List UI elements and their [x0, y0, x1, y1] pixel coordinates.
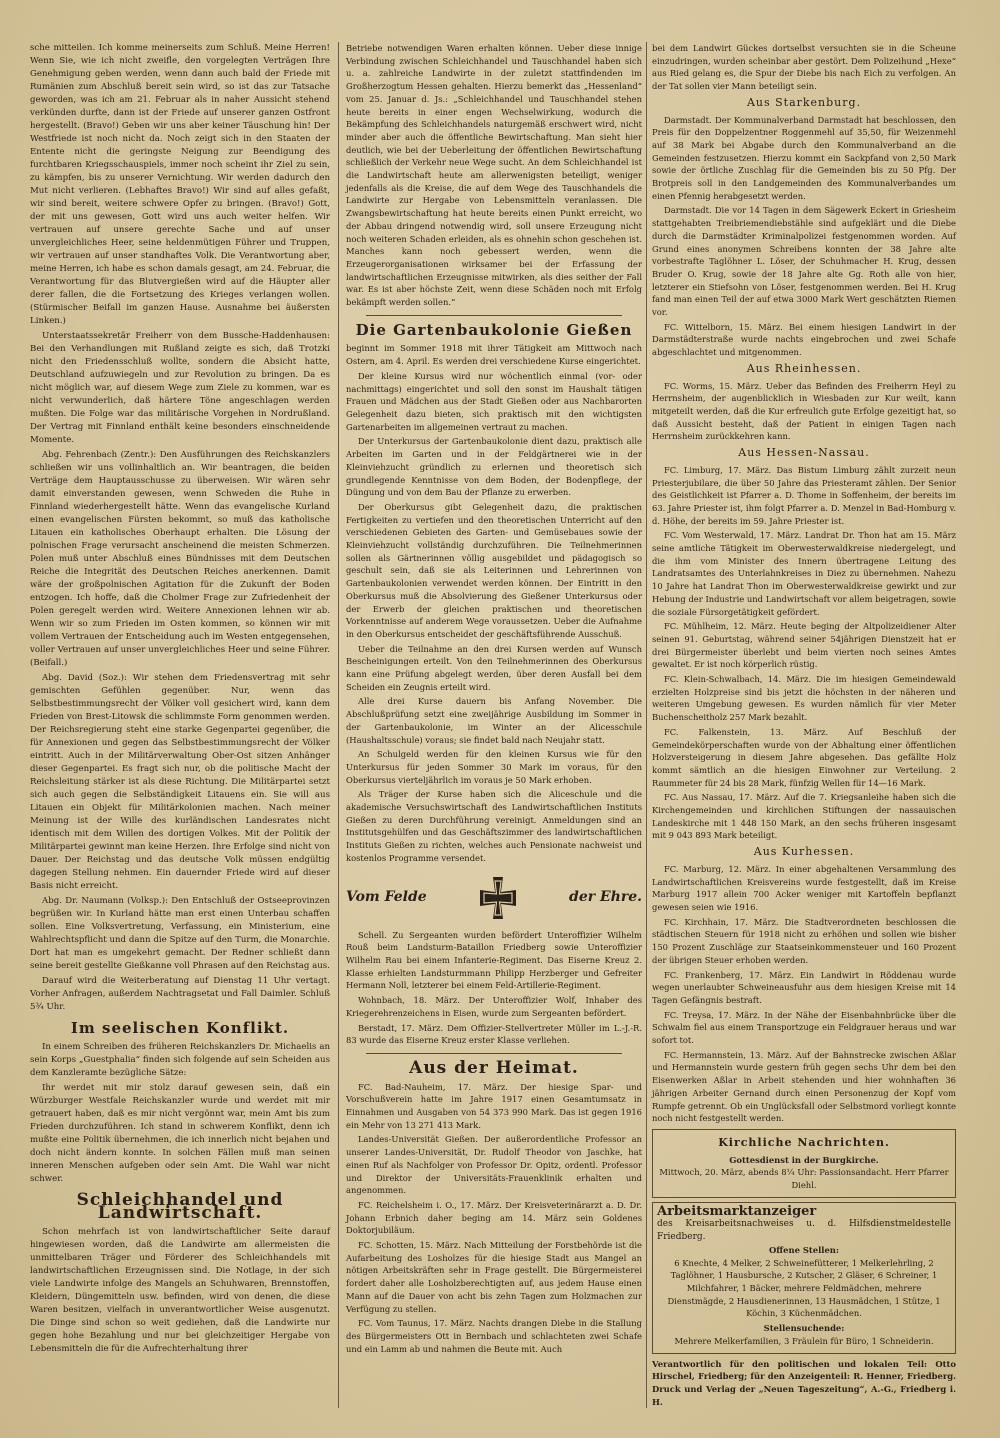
article-heading: Aus der Heimat.	[409, 1057, 579, 1078]
paragraph: beginnt im Sommer 1918 mit ihrer Tätigkeit am Mittwoch nach Ostern, am 4. April. Es werden drei verschiedene Kurse eingerichtet.	[346, 343, 642, 367]
paragraph: FC. Schotten, 15. März. Nach Mitteilung der Forstbehörde ist die Aufarbeitung des Losholzes für die hiesige Stadt aus Mangel an nötigen Arbeitskräften sehr in Frage gestellt. Die Bürgermeisterei fordert daher alle Losholzberechtigten auf, aus jedem Hause einen Mann auf die Dauer von acht bis zehn Tagen zum Holzmachen zur Verfügung zu stellen.	[346, 1240, 642, 1314]
paragraph: FC. Mühlheim, 12. März. Heute beging der Altpolizeidiener Alter seinen 91. Geburtstag, während seiner 54jährigen Dienstzeit hat er drei Bürgermeister überlebt und beim vierten noch seines Amtes gewaltet. Er ist noch körperlich rüstig.	[652, 621, 956, 670]
paragraph: Berstadt, 17. März. Dem Offizier-Stellvertreter Müller im L.-J.-R. 83 wurde das Eiserne Kreuz erster Klasse verliehen.	[346, 1022, 642, 1046]
job-market-ad	[652, 1202, 956, 1354]
paragraph: An Schulgeld werden für den kleinen Kursus wie für den Unterkursus für jeden Sommer 30 Mark im voraus, für den Oberkursus vierteljährlich im voraus je 50 Mark erhoben.	[346, 749, 642, 785]
region-heading: Aus Kurhessen.	[753, 845, 855, 859]
quoted-paragraph: Ihr werdet mit mir stolz darauf gewesen sein, daß ein Würzburger Westfale Reichskanzler wurde und werdet mit mir getrauert haben, daß es mir nicht vergönnt war, mein Amt bis zum Frieden durchzuführen. Ich stand in schwerem Konflikt, denn ich mußte eine Politik übernehmen, die ich innerlich nicht bejahen und doch nicht ändern konnte. In solchen Fällen muß man seinen inneren Menschen aufgeben oder sein Amt. Die Wahl war nicht schwer.	[30, 1083, 330, 1184]
divider	[366, 315, 622, 316]
paragraph: Betriebe notwendigen Waren erhalten können. Ueber diese innige Verbindung zwischen Schleichhandel und Tauschhandel haben sich u. a. zahlreiche Landwirte in der zuletzt stattfindenden im Großherzogtum Hessen gehalten. Hierzu bemerkt das „Hessenland“ vom 25. Januar d. Js.: „Schleichhandel und Tauschhandel stehen heute bereits in einer engen Wechselwirkung, wodurch die Bekämpfung des Schleichhandels naturgemäß erschwert wird, nicht minder aber auch die öffentliche Bewirtschaftung. Man sieht hier deutlich, wie bei der Ueberleitung der öffentlichen Bewirtschaftung schließlich der Verkehr neue Wege sucht. An dem Schleichhandel ist die Landwirtschaft heute am allerwenigsten beteiligt, weniger jedenfalls als die Kreise, die auf dem Wege des Tauschhandels die Landwirte zur Hergabe von Lebensmitteln veranlassen. Die Zwangsbewirtschaftung hat heute bereits einen Punkt erreicht, wo der Abbau dringend notwendig wird, soll unsere Erzeugung nicht noch weiteren Schaden erleiden, als es ohnehin schon geschehen ist. Manches kann noch gebessert werden, wenn die Erzeugerorganisationen wirksamer bei der Erfassung der landwirtschaftlichen Erzeugnisse mitwirken, als dies seither der Fall war. Es ist aber höchste Zeit, wenn diese Schäden noch mit Erfolg bekämpft werden sollen.“	[346, 43, 642, 308]
church-text: Mittwoch, 20. März, abends 8¼ Uhr: Passionsandacht. Herr Pfarrer Diehl.	[659, 1167, 949, 1191]
paragraph: FC. Falkenstein, 13. März. Auf Beschluß der Gemeindekörperschaften wurde von der Abhaltung einer öffentlichen Holzversteigerung in diesem Jahre abgesehen. Das gefällte Holz kommt sämtlich an die hiesigen Einwohner zur Verteilung. 2 Raummeter für 24 bis 28 Mark, fünfzig Wellen für 14—16 Mark.	[652, 726, 956, 788]
paragraph: Der Unterkursus der Gartenbaukolonie dient dazu, praktisch alle Arbeiten im Garten und in der Feldgärtnerei wie in der Kleinviehzucht gründlich zu erlernen und theoretisch sich grundlegende Kenntnisse von dem Boden, der Bodenpflege, der Düngung und von dem Bau der Pflanze zu erwerben.	[346, 436, 642, 498]
paragraph: Der kleine Kursus wird nur wöchentlich einmal (vor- oder nachmittags) eingerichtet und soll den sonst im Haushalt tätigen Frauen und Mädchen aus der Stadt Gießen oder aus Nachbarorten Gelegenheit dazu bieten, sich praktisch mit den wichtigsten Gartenarbeiten im allgemeinen vertraut zu machen.	[346, 370, 642, 432]
paragraph: FC. Klein-Schwalbach, 14. März. Die im hiesigen Gemeindewald erzielten Holzpreise sind bis jetzt die höchsten in der näheren und weiteren Umgebung gewesen. Es wurden nämlich für vier Meter Buchenscheitholz 257 Mark bezahlt.	[652, 674, 956, 723]
paragraph: FC. Wittelborn, 15. März. Bei einem hiesigen Landwirt in der Darmstädterstraße wurde nachts eingebrochen und zwei Schafe abgeschlachtet und mitgenommen.	[652, 321, 956, 358]
paragraph: Alle drei Kurse dauern bis Anfang November. Die Abschlußprüfung setzt eine zweijährige Ausbildung im Sommer in der Gartenbaukolonie, im Winter an der Alicesschule (Haushaltsschule) voraus; sie findet bald nach Neujahr statt.	[346, 696, 642, 745]
section-header-right: der Ehre.	[569, 889, 642, 906]
paragraph: Darmstadt. Die vor 14 Tagen in dem Sägewerk Eckert in Griesheim stattgehabten Treibriemendiebstähle sind aufgeklärt und die Diebe durch die Darmstädter Kriminalpolizei festgenommen worden. Auf Grund eines anonymen Schreibens konnten der 38 Jahre alte vorbestrafte Taglöhner L. Löser, der Schuhmacher H. Krug, dessen Bruder O. Krug, sowie der 18 Jahre alte Gg. Roth alle von hier, letzterer ein Stiefsohn von Löser, festgenommen werden. Bei H. Krug fand man einen Teil der auf etwa 3000 Mark Wert geschätzten Riemen vor.	[652, 205, 956, 318]
paragraph: Als Träger der Kurse haben sich die Aliceschule und die akademische Versuchswirtschaft des Landwirtschaftlichen Instituts Gießen zu deren Durchführung vereinigt. Anmeldungen sind an Institutsgehülfen und das Geschäftszimmer des landwirtschaftlichen Instituts Gießen zu richten, welches auch Pensionate nachweist und kostenlos Programme versendet.	[346, 789, 642, 863]
paragraph: FC. Hermannstein, 13. März. Auf der Bahnstrecke zwischen Aßlar und Hermannstein wurde gestern früh gegen sechs Uhr dem bei den Eisenwerken Aßlar in Arbeit stehenden und hier wohnhaften 36 jährigen Arbeiter Gernand durch einen Personenzug der Kopf vom Rumpfe getrennt. Ob ein Unglücksfall oder Selbstmord vorliegt konnte noch nicht festgestellt werden.	[652, 1049, 956, 1124]
region-heading: Aus Hessen-Nassau.	[738, 446, 870, 460]
paragraph: Abg. David (Soz.): Wir stehen dem Friedensvertrag mit sehr gemischten Gefühlen gegenüber. Nur, wenn das Selbstbestimmungsrecht der Völker voll gesichert wird, kann dem Frieden von Brest-Litowsk die schlimmste Form genommen werden. Der Reichsregierung steht eine starke Gegenpartei gegenüber, die für Annexionen und gegen das Selbstbestimmungsrecht der Völker eintritt. Auch in der Militärverwaltung Ober-Ost sitzen Anhänger dieser Gegenpartei. Es fragt sich nur, ob die politische Macht der Reichsleitung stärker ist als diese Richtung. Die Militärpartei setzt sich auch gegen die Selbständigkeit Litauens ein. Sie will aus Litauen ein Objekt für Militärkolonien machen. Nach meiner Meinung ist der Wille des kurländischen Landesrates nicht identisch mit dem Willen des dortigen Volkes. Mit der Politik der Militärpartei gewinnt man keine Herzen. Ihre Erfolge sind nicht von Dauer. Der Reichstag und das deutsche Volk müssen endgültig dagegen Stellung nehmen. Ein dauernder Friede wird auf dieser Basis nicht erreicht.	[30, 673, 330, 891]
paragraph: Abg. Dr. Naumann (Volksp.): Den Entschluß der Ostseeprovinzen begrüßen wir. In Kurland hätte man erst einen Unterbau schaffen sollen. Eine Volksvertretung, Verfassung, ein Ministerium, eine Wahlrechtspflicht und dann die Spitze auf den Turm, die Monarchie. Dort hat man es umgekehrt gemacht. Der Redner schließt dann seine bereit gestellte Gießkanne voll Phrasen auf den Reichstag aus.	[30, 896, 330, 971]
open-positions-text: 6 Knechte, 4 Melker, 2 Schweinefütterer, 1 Melkerlehrling, 2 Taglöhner, 1 Hausbursche, 2 Kutscher, 2 Gläser, 6 Schreiner, 1 Milchfahrer, 1 Bäcker, mehrere Feldmädchen, mehrere Dienstmägde, 2 Hausdienerinnen, 13 Hausmädchen, 1 Stütze, 1 Köchin, 3 Küchenmädchen.	[667, 1257, 941, 1319]
paragraph: Landes-Universität Gießen. Der außerordentliche Professor an unserer Landes-Universität, Dr. Rudolf Theodor von Jaschke, hat einen Ruf als Nachfolger von Professor Dr. Opitz, ordentl. Professor und Direktor der Universitäts-Frauenklinik erhalten und angenommen.	[346, 1134, 642, 1196]
paragraph: FC. Treysa, 17. März. In der Nähe der Eisenbahnbrücke über die Schwalm fiel aus einem Transportzuge ein Feldgrauer heraus und war sofort tot.	[652, 1009, 956, 1046]
column-1	[30, 42, 330, 1358]
paragraph: Abg. Fehrenbach (Zentr.): Den Ausführungen des Reichskanzlers schließen wir uns vollinhaltlich an. Wir beantragen, die beiden Verträge dem Hauptausschusse zu überweisen. Wir wären sehr damit einverstanden gewesen, wenn Schweden die Ruhe in Finnland wiederhergestellt hätte. Wenn das evangelische Kurland einen evangelischen Fürsten bekommt, so muß das katholische Litauen ein katholisches Oberhaupt erhalten. Die Lösung der polnischen Frage verursacht anscheinend die meisten Schmerzen. Polen muß unter Abschluß eines Bündnisses mit dem Deutschen Reiche die Integrität des Deutschen Reiches anerkennen. Damit wäre der großpolnischen Agitation für die Zukunft der Boden entzogen. Ich hoffe, daß die Cholmer Frage zur Zufriedenheit der Polen geregelt werden wird. Weitere Annexionen lehnen wir ab. Wenn wir so zum Frieden im Osten kommen, so können wir mit vollem Vertrauen der Entscheidung auch im Westen entgegensehen, voller Vertrauen auf unser unvergleichliches Heer und seine Führer. (Beifall.)	[30, 450, 330, 668]
section-header-vom-felde	[346, 875, 642, 921]
article-heading: Die Gartenbaukolonie Gießen	[355, 320, 633, 339]
paragraph: Wohnbach, 18. März. Der Unteroffizier Wolf, Inhaber des Kriegerehrenzeichens in Eisen, wurde zum Sergeanten befördert.	[346, 995, 642, 1018]
job-market-title: Arbeitsmarktanzeiger	[657, 1203, 817, 1219]
paragraph: FC. Marburg, 12. März. In einer abgehaltenen Versammlung des Landwirtschaftlichen Kreisvereins wurde festgestellt, daß im Kreise Marburg 1917 allein 700 Acker weniger mit Kartoffeln bepflanzt gewesen seien wie 1916.	[652, 863, 956, 912]
paragraph: Der Oberkursus gibt Gelegenheit dazu, die praktischen Fertigkeiten zu vertiefen und den theoretischen Unterricht auf den verschiedenen Gebieten des Garten- und Gemüsebaues sowie der Kleinviehzucht vollständig durchzuführen. Die Teilnehmerinnen sollen als Gärtnerinnen völlig ausgebildet und pädagogisch so geschult sein, daß sie als Leiterinnen und Lehrerinnen von Gartenbaukolonien verwendet werden können. Der Eintritt in den Oberkursus muß die Absolvierung des Gießener Unterkursus oder der Erwerb der gleichen praktischen und theoretischen Vorkenntnisse auf anderem Wege voraussetzen. Ueber die Aufnahme in den Oberkursus entscheidet der geschäftsführende Ausschuß.	[346, 501, 642, 639]
church-subheading: Gottesdienst in der Burgkirche.	[729, 1154, 879, 1165]
paragraph: sche mitteilen. Ich komme meinerseits zum Schluß. Meine Herren! Wenn Sie, wie ich nicht zweifle, den vorgelegten Verträgen Ihre Genehmigung geben werden, wenn dann auch bald der Friede mit Rumänien zum Abschluß bereit sein wird, so ist das zur Tatsache geworden, was ich am 21. Februar als in naher Aussicht stehend verkünden durfte, dann ist der Friede auf unserer ganzen Ostfront hergestellt. (Bravo!) Geben wir uns aber keiner Täuschung hin! Der Westfriede ist noch nicht da. Noch zeigt sich in den Staaten der Entente nicht die geringste Neigung zur Beendigung des furchtbaren Kriegsschauspiels, immer noch scheint ihr Ziel zu sein, zu kämpfen, bis zu unserer Vernichtung. Wir werden dadurch den Mut nicht verlieren. (Lebhaftes Bravo!) Wir sind auf alles gefaßt, wir sind bereit, weitere schwere Opfer zu bringen. (Bravo!) Gott, der mit uns gewesen, Gott wird uns auch weiter helfen. Wir vertrauen auf unsere gerechte Sache und auf unser unvergleichliches Heer, seine heldenmütigen Führer und Truppen, wir vertrauen auf unser standhaftes Volk. Die Verantwortung aber, meine Herren, ich habe es schon damals gesagt, am 24. Februar, die Verantwortung für das Blutvergießen wird auf die Häupter aller derer fallen, die die Fortsetzung des Krieges verlangen wollen. (Stürmischer Beifall im ganzen Hause. Ausnahme bei äußersten Linken.)	[30, 43, 330, 326]
section-header-left: Vom Felde	[346, 889, 427, 906]
open-positions-heading: Offene Stellen:	[769, 1244, 839, 1255]
job-seekers-heading: Stellensuchende:	[763, 1323, 845, 1334]
column-rule	[646, 42, 647, 1408]
church-notice	[652, 1129, 956, 1198]
job-market-subtitle: des Kreisarbeitsnachweises u. d. Hilfsdienstmeldestelle Friedberg.	[657, 1219, 951, 1243]
paragraph: Darmstadt. Der Kommunalverband Darmstadt hat beschlossen, den Preis für den Doppelzentner Roggenmehl auf 35,50, für Weizenmehl auf 38 Mark bei Abgabe durch den Kommunalverband an die Gemeinden festzusetzen. Hierzu kommt ein Sackpfand von 2,50 Mark sowie der örtliche Zuschlag für die Gemeinden bis zu 50 Pfg. Der Brotpreis soll in den Landgemeinden des Kommunalverbandes um einen Pfennig herabgesetzt werden.	[652, 114, 956, 201]
column-3	[652, 42, 956, 1410]
region-heading: Aus Starkenburg.	[746, 95, 862, 109]
iron-cross-icon	[475, 875, 521, 921]
church-heading: Kirchliche Nachrichten.	[718, 1135, 890, 1149]
paragraph: FC. Limburg, 17. März. Das Bistum Limburg zählt zurzeit neun Priesterjubilare, die über 50 Jahre das Priesteramt zählen. Der Senior des Geistlichkeit ist Pfarrer a. D. Thome in Soffenheim, der bereits im 63. Jahre Priester ist, ihm folgt Pfarrer a. D. Menzel in Bad-Homburg v. d. Höhe, der bereits im 59. Jahre Priester ist.	[652, 464, 956, 526]
region-heading: Aus Rheinhessen.	[746, 361, 862, 375]
paragraph: FC. Reichelsheim i. O., 17. März. Der Kreisveterinärarzt a. D. Dr. Johann Erbnich daher beging am 14. März sein Goldenes Doktorjubiläum.	[346, 1199, 642, 1236]
paragraph: Unterstaatssekretär Freiherr von dem Bussche-Haddenhausen: Bei den Verhandlungen mit Rußland zeigte es sich, daß Trotzki nicht den Friedensschluß wollte, sondern die Absicht hatte, Deutschland aufzuwiegeln und zur Revolution zu bringen. Da es nicht möglich war, auf diesem Wege zum Ziele zu kommen, war es nicht verwunderlich, daß härtere Töne angeschlagen werden mußten. Die Folge war das militärische Vorgehen in Nordrußland. Der Vertrag mit Finnland enthält keine besonders einschneidende Momente.	[30, 331, 330, 445]
paragraph: Ueber die Teilnahme an den drei Kursen werden auf Wunsch Bescheinigungen erteilt. Von den Teilnehmerinnen des Oberkursus kann eine Prüfung abgelegt werden, über deren Ausfall bei dem Scheiden ein Zeugnis erteilt wird.	[346, 643, 642, 692]
paragraph: Darauf wird die Weiterberatung auf Dienstag 11 Uhr vertagt. Vorher Anfragen, außerdem Nachtragsetat und Fall Daimler. Schluß 5¾ Uhr.	[30, 976, 330, 1012]
paragraph: FC. Frankenberg, 17. März. Ein Landwirt in Röddenau wurde wegen unerlaubter Schweineausfuhr aus dem hiesigen Kreise mit 14 Tagen Gefängnis bestraft.	[652, 969, 956, 1005]
imprint: Verantwortlich für den politischen und lokalen Teil: Otto Hirschel, Friedberg; für den Anzeigenteil: R. Henner, Friedberg. Druck und Verlag der „Neuen Tageszeitung“, A.-G., Friedberg i. H.	[652, 1358, 956, 1407]
paragraph: Schon mehrfach ist von landwirtschaftlicher Seite darauf hingewiesen worden, daß die Landwirte am allermeisten die unmittelbaren Träger und Förderer des Schleichhandels mit landwirtschaftlichen Erzeugnissen sind. Die Notlage, in der sich viele Landwirte infolge des Mangels an Schuhwaren, Brennstoffen, Kleidern, Düngemitteln usw. befinden, wird von denen, die diese Waren besitzen, vielfach in unverantwortlicher Weise ausgenutzt. Die Dinge sind schon so weit gediehen, daß die Landwirte nur gegen hohe Bezahlung und nur bei gleichzeitiger Hergabe von Lebensmitteln die für die Aufrechterhaltung ihrer	[30, 1227, 330, 1354]
paragraph: FC. Vom Westerwald, 17. März. Landrat Dr. Thon hat am 15. März seine amtliche Tätigkeit im Oberwesterwaldkreise niedergelegt, und die ihm vom Minister des Innern übertragene Leitung des Landratsamtes des Unterlahnkreises in Diez zu übernehmen. Nahezu 10 Jahre hat Landrat Thon im Oberwesterwaldkreise gewirkt und zur Hebung der Industrie und Landwirtschaft vor allem beigetragen, sowie die soziale Fürsorgetätigkeit gefördert.	[652, 530, 956, 617]
article-heading: Schleichhandel und Landwirtschaft.	[76, 1190, 284, 1223]
divider	[366, 1053, 622, 1054]
paragraph: FC. Bad-Nauheim, 17. März. Der hiesige Spar- und Vorschußverein hatte im Jahre 1917 einen Gesamtumsatz in Einnahmen und Ausgaben von 54 373 990 Mark. Das ist gegen 1916 ein Mehr von 13 271 413 Mark.	[346, 1081, 642, 1130]
column-rule	[338, 42, 339, 1408]
paragraph: bei dem Landwirt Gückes dortselbst versuchten sie in die Scheune einzudringen, wurden scheinbar aber gestört. Dem Polizeihund „Hexe“ aus Ried gelang es, die Spur der Diebe bis nach Eich zu verfolgen. An der Tat sollen vier Mann beteiligt sein.	[652, 43, 956, 92]
paragraph: In einem Schreiben des früheren Reichskanzlers Dr. Michaelis an sein Korps „Guestphalia“ finden sich folgende auf sein Scheiden aus dem Kanzleramte bezügliche Sätze:	[30, 1042, 330, 1078]
paragraph: FC. Aus Nassau, 17. März. Auf die 7. Kriegsanleihe haben sich die Kirchengemeinden und kirchlichen Stiftungen der nassauischen Landeskirche mit 1 448 150 Mark, an den sechs früheren insgesamt mit 9 043 893 Mark beteiligt.	[652, 792, 956, 841]
paragraph: Schell. Zu Sergeanten wurden befördert Unteroffizier Wilhelm Rouß beim Landsturm-Bataillon Friedberg sowie Unteroffizier Wilhelm Rau bei einem Infanterie-Regiment. Das Eiserne Kreuz 2. Klasse erhielten Landsturmmann Philipp Herzberger und Gefreiter Hermann Noll, letzterer bei einem Feld-Artillerie-Regiment.	[346, 929, 642, 991]
paragraph: FC. Vom Taunus, 17. März. Nachts drangen Diebe in die Stallung des Bürgermeisters Ott in Bernbach und schlachteten zwei Schafe und ein Lamm ab und nahmen die Beute mit. Auch	[346, 1318, 642, 1354]
column-2	[346, 42, 642, 1357]
paragraph: FC. Worms, 15. März. Ueber das Befinden des Freiherrn Heyl zu Herrnsheim, der augenblicklich in Wiesbaden zur Kur weilt, kann mitgeteilt werden, daß die Kur erfreulich gute Erfolge gezeitigt hat, so daß Aussicht besteht, daß der Patient in einigen Tagen nach Herrnsheim zurückkehren kann.	[652, 380, 956, 442]
paragraph: FC. Kirchhain, 17. März. Die Stadtverordneten beschlossen die städtischen Steuern für 1918 nicht zu erhöhen und sollen wie bisher 150 Prozent Zuschläge zur Staatseinkommensteuer und 160 Prozent der übrigen Steuer erhoben werden.	[652, 916, 956, 965]
article-heading: Im seelischen Konflikt.	[70, 1019, 290, 1037]
job-seekers-text: Mehrere Melkerfamilien, 3 Fräulein für Büro, 1 Schneiderin.	[674, 1335, 934, 1346]
